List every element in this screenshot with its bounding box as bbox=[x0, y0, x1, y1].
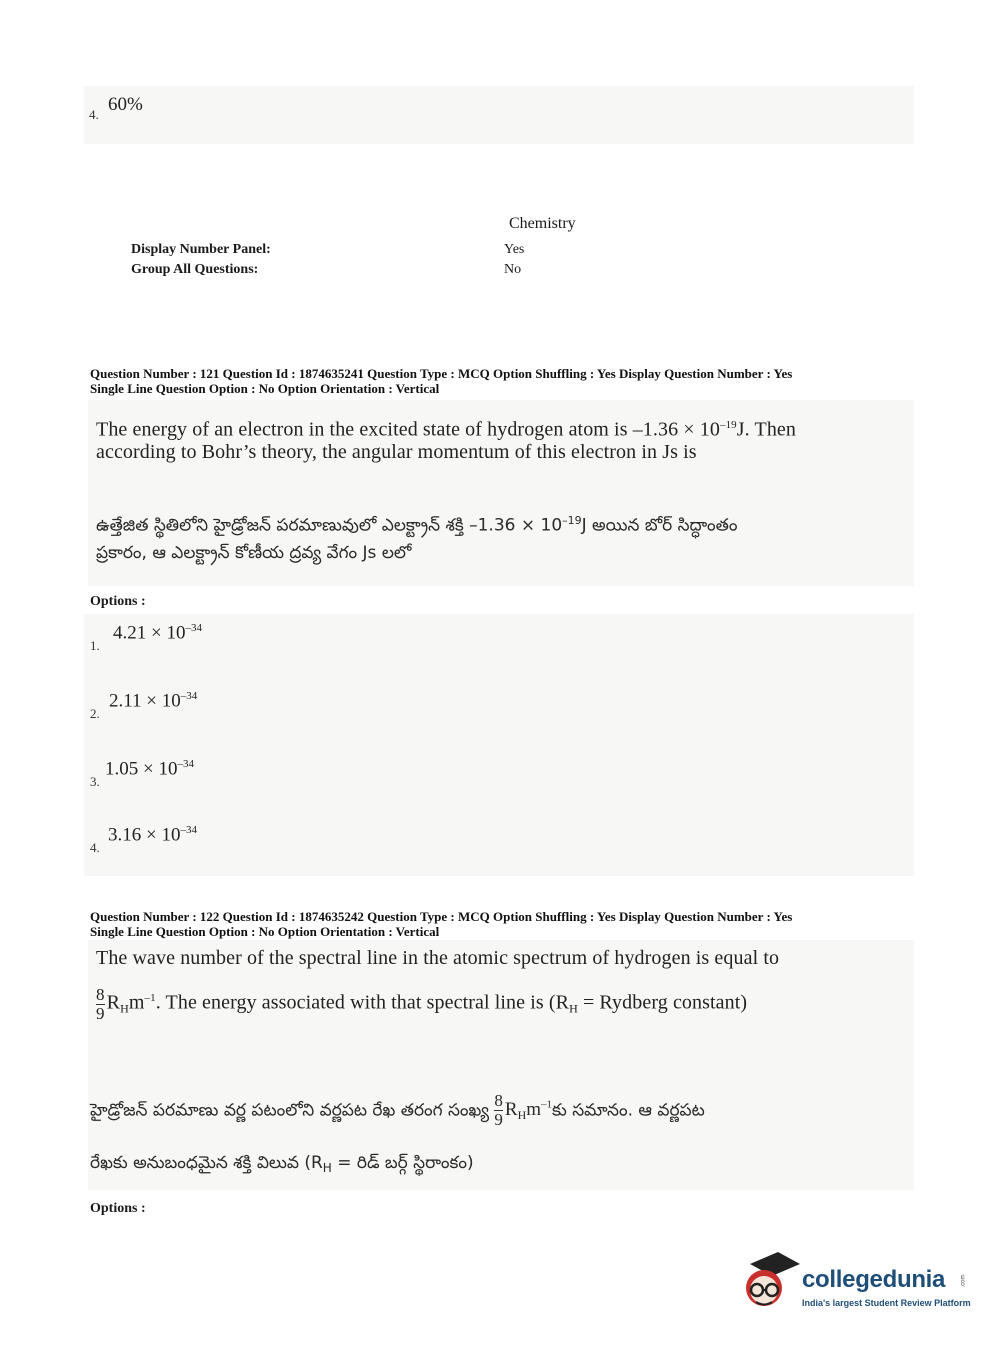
fraction-numerator: 8 bbox=[96, 984, 105, 1004]
brand-name: collegedunia bbox=[802, 1266, 946, 1293]
q121-en-text-a: The energy of an electron in the excited state of hydrogen atom is –1.36 × 10 bbox=[96, 418, 720, 441]
section-title: Chemistry bbox=[509, 215, 576, 232]
unit-exponent: –1 bbox=[541, 1099, 553, 1111]
q122-te-line2-b: = రిడ్ బర్గ్ స్థిరాంకం) bbox=[331, 1153, 474, 1173]
unit-m: m bbox=[526, 1099, 542, 1121]
unit-m: m bbox=[128, 991, 145, 1014]
option-mantissa: 3.16 × 10 bbox=[108, 824, 181, 846]
q121-option-4[interactable] bbox=[88, 822, 388, 856]
rydberg-subscript-telugu: H bbox=[322, 1161, 332, 1175]
q121-te-text-a: ఉత్తేజిత స్థితిలోని హైడ్రోజన్ పరమాణువులో ఎలక్ట్రాన్ శక్తి –1.36 × 10 bbox=[96, 515, 563, 536]
rydberg-subscript: H bbox=[569, 1001, 578, 1016]
rh-symbol: R bbox=[106, 991, 121, 1014]
q122-telugu-line1 bbox=[90, 1090, 705, 1131]
group-all-questions-value: No bbox=[504, 262, 522, 277]
fraction-denominator: 9 bbox=[494, 1109, 503, 1129]
q122-te-line1-b: కు సమానం. ఆ వర్ణపట bbox=[552, 1100, 705, 1121]
option-mantissa: 1.05 × 10 bbox=[105, 758, 178, 780]
q121-en-exponent: –19 bbox=[719, 419, 737, 431]
option-exponent: –34 bbox=[180, 690, 198, 702]
rh-unit-telugu bbox=[504, 1099, 553, 1123]
q122-telugu-line2 bbox=[90, 1148, 474, 1184]
q122-te-line2-a: రేఖకు అనుబంధమైన శక్తి విలువ (R bbox=[90, 1153, 323, 1173]
q122-english-line2 bbox=[96, 985, 747, 1023]
q121-telugu-line2: ప్రకారం, ఆ ఎలక్ట్రాన్ కోణీయ ద్రవ్య వేగం Js లలో bbox=[96, 543, 412, 563]
group-all-questions-label: Group All Questions: bbox=[131, 262, 259, 277]
option-mantissa: 4.21 × 10 bbox=[113, 622, 186, 644]
q122-options-label: Options : bbox=[90, 1201, 146, 1216]
option-value bbox=[108, 824, 197, 846]
brand-tagline: India's largest Student Review Platform bbox=[802, 1298, 971, 1308]
brand-com: .com bbox=[960, 1274, 967, 1288]
q121-option-3[interactable] bbox=[88, 756, 388, 790]
option-number: 4. bbox=[90, 840, 100, 855]
q121-te-exponent: –19 bbox=[562, 514, 582, 527]
q121-meta-line2: Single Line Question Option : No Option Orientation : Vertical bbox=[90, 381, 440, 396]
collegedunia-logo[interactable] bbox=[742, 1250, 972, 1322]
option-number: 1. bbox=[90, 638, 100, 653]
mascot-icon bbox=[742, 1250, 800, 1314]
fraction-numerator: 8 bbox=[494, 1090, 503, 1110]
rh-symbol: R bbox=[504, 1099, 518, 1121]
prev-option-number: 4. bbox=[89, 107, 99, 122]
fraction-8-9 bbox=[96, 986, 105, 1023]
q122-english-line1: The wave number of the spectral line in the atomic spectrum of hydrogen is equal to bbox=[96, 947, 780, 969]
option-value bbox=[109, 690, 197, 712]
q122-meta-line2: Single Line Question Option : No Option Orientation : Vertical bbox=[90, 924, 440, 939]
q122-meta-line1: Question Number : 122 Question Id : 1874635242 Question Type : MCQ Option Shuffling : Yes Display Question Number : Yes bbox=[90, 909, 793, 924]
q122-te-line1-a: హైడ్రోజన్ పరమాణు వర్ణ పటంలోని వర్ణపట రేఖ తరంగ సంఖ్య bbox=[90, 1100, 489, 1121]
rh-subscript: H bbox=[120, 1001, 129, 1016]
q122-en-line2-rest: . The energy associated with that spectral line is (R bbox=[155, 991, 570, 1014]
display-number-panel-label: Display Number Panel: bbox=[131, 242, 271, 257]
option-number: 3. bbox=[90, 774, 100, 789]
q121-options-label: Options : bbox=[90, 594, 146, 609]
option-mantissa: 2.11 × 10 bbox=[109, 690, 181, 712]
q121-meta-line1: Question Number : 121 Question Id : 1874635241 Question Type : MCQ Option Shuffling : Yes Display Question Number : Yes bbox=[90, 366, 793, 381]
prev-option-block bbox=[84, 86, 914, 144]
option-exponent: –34 bbox=[185, 622, 202, 634]
display-number-panel-value: Yes bbox=[504, 242, 525, 257]
q121-option-2[interactable] bbox=[88, 688, 388, 722]
option-value bbox=[105, 758, 194, 780]
option-exponent: –34 bbox=[180, 824, 197, 836]
q121-telugu-line1 bbox=[96, 505, 738, 542]
q121-en-text-b: J. Then bbox=[736, 418, 797, 441]
rh-subscript: H bbox=[517, 1108, 527, 1123]
q121-te-text-b: J అయిన బోర్ సిద్ధాంతం bbox=[581, 515, 738, 536]
option-exponent: –34 bbox=[177, 758, 194, 770]
fraction-8-9-telugu bbox=[494, 1092, 503, 1129]
fraction-denominator: 9 bbox=[96, 1003, 105, 1023]
q122-en-line2-end: = Rydberg constant) bbox=[577, 991, 748, 1014]
option-number: 2. bbox=[90, 706, 100, 721]
unit-exponent: –1 bbox=[144, 992, 156, 1004]
q121-english-line2: according to Bohr’s theory, the angular momentum of this electron in Js is bbox=[96, 441, 697, 463]
prev-option-value: 60% bbox=[108, 94, 143, 115]
q121-option-1[interactable] bbox=[88, 620, 388, 654]
option-value bbox=[113, 622, 202, 644]
